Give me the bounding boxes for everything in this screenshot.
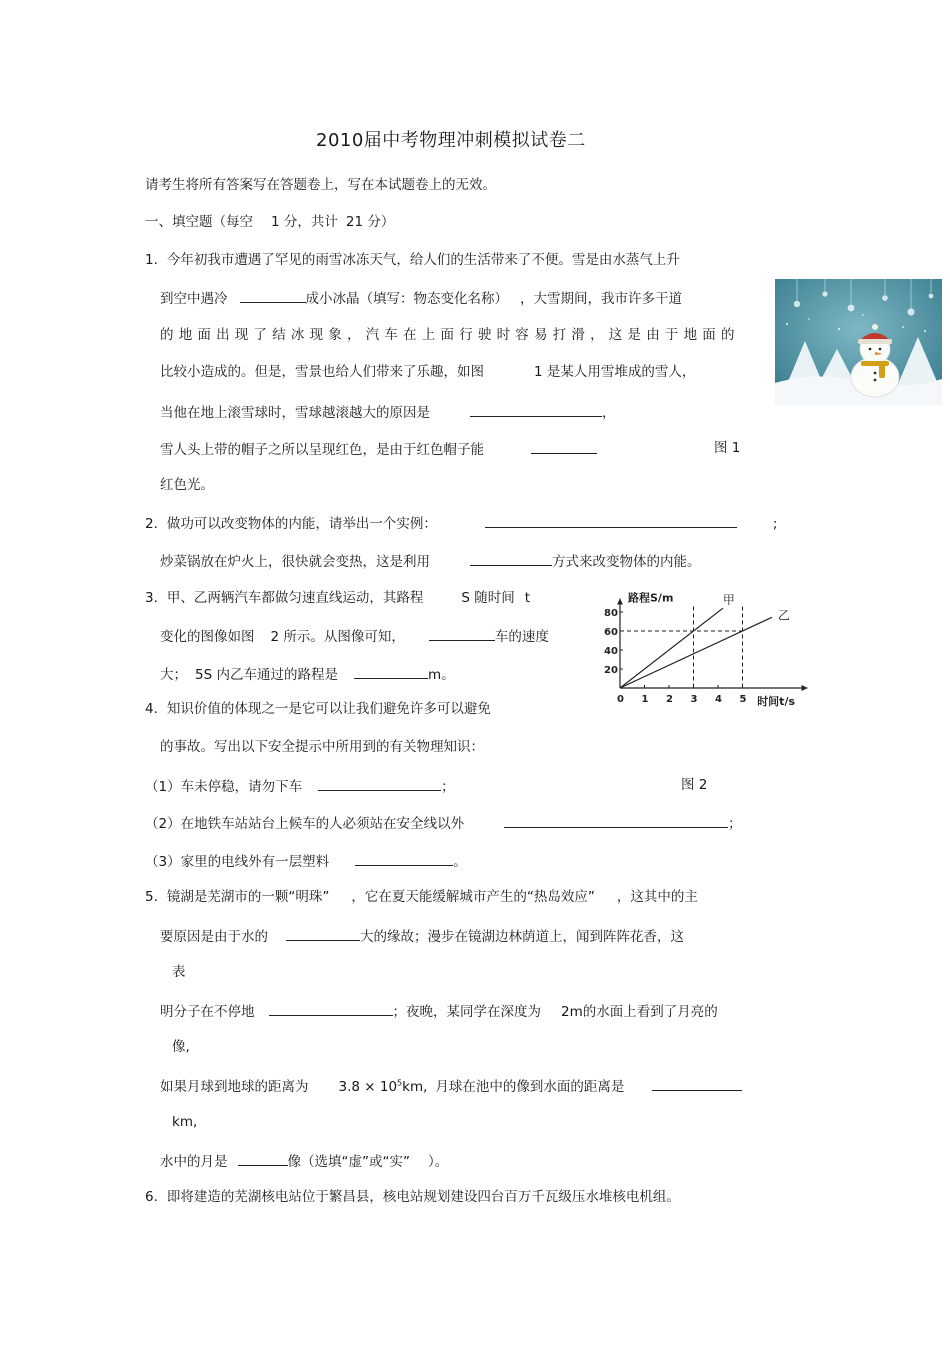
answer-blank[interactable] [238,1151,288,1166]
q3-line1 [145,589,530,607]
q5-text-6c: km, [402,1079,428,1095]
q3-line2 [160,626,549,646]
q1-line6 [160,439,597,459]
answer-blank[interactable] [355,851,453,866]
answer-blank[interactable] [318,776,441,791]
y-tick-label: 20 [604,665,618,676]
q1-text-2b: 成小冰晶（填写：物态变化名称） [305,291,508,307]
q5-text-2a: 要原因是由于水的 [160,929,268,945]
q5-number: 5. [145,889,158,905]
q5-line1 [145,888,698,906]
answer-blank[interactable] [504,813,728,828]
q4-item1-end: ； [441,779,455,795]
figure-1-caption: 图 1 [714,440,741,456]
q1-text-5a: 当他在地上滚雪球时，雪球越滚越大的原因是 [160,405,430,421]
q5-line7: km, [172,1114,198,1130]
q1-line5 [160,402,616,422]
q5-text-4a: 明分子在不停地 [160,1004,255,1020]
q5-line8 [160,1151,448,1171]
q6-line1 [145,1188,680,1206]
answer-blank[interactable] [531,439,597,454]
q4-item3-end: 。 [453,854,467,870]
y-tick-label: 40 [604,646,618,657]
q5-exponent: 5 [397,1078,403,1088]
q2-text-2b: 方式来改变物体的内能。 [552,554,701,570]
q1-text-5b: ， [602,405,616,421]
series-line [620,617,772,688]
x-axis-arrow [802,685,808,691]
section-points: 1 分，共计 [271,214,338,230]
q3-text-1b: S 随时间 [461,590,515,606]
q5-text-1a: 镜湖是芜湖市的一颗“明珠” [166,889,330,905]
answer-blank[interactable] [269,1001,393,1016]
snowman-picture [775,279,942,405]
q4-item1 [145,776,455,796]
q1-line3: 的地面出现了结冰现象，汽车在上面行驶时容易打滑，这是由于地面的 [160,327,740,343]
q5-line3: 表 [172,964,186,980]
q1-line2 [160,288,682,308]
answer-blank[interactable] [470,551,552,566]
q1-text-4a: 比较小造成的。但是，雪景也给人们带来了乐趣，如图 [160,364,484,380]
q3-text-2a: 变化的图像如图 [160,629,255,645]
q3-text-2b: 2 所示。从图像可知， [270,629,405,645]
answer-blank[interactable] [354,664,428,679]
q4-line1 [145,700,491,718]
q3-text-1c: t [524,590,531,606]
y-axis-label: 路程S/m [628,591,674,605]
q4-item2-end: ； [728,816,742,832]
answer-blank[interactable] [470,402,602,417]
q1-text-2c: ，大雪期间，我市许多干道 [520,291,682,307]
x-tick-label: 3 [690,694,698,705]
q1-number: 1. [145,252,158,268]
q5-text-1c: ，这其中的主 [616,889,698,905]
q1-text-1: 今年初我市遭遇了罕见的雨雪冰冻天气，给人们的生活带来了不便。雪是由水蒸气上升 [166,252,680,268]
x-tick-label: 5 [739,694,747,705]
answer-blank[interactable] [240,288,306,303]
q5-text-4c: 2m的水面上看到了月亮的 [561,1004,718,1020]
q5-line5: 像, [172,1039,190,1055]
q4-line2: 的事故。写出以下安全提示中所用到的有关物理知识： [160,739,484,755]
y-tick-label: 80 [604,608,618,619]
q5-text-4b: ；夜晚，某同学在深度为 [392,1004,541,1020]
q5-text-1b: ，它在夏天能缓解城市产生的“热岛效应” [351,889,595,905]
answer-blank[interactable] [652,1076,742,1091]
q5-text-8b: 像（选填“虚”或“实” [287,1154,410,1170]
q6-text-1: 即将建造的芜湖核电站位于繁昌县，核电站规划建设四台百万千瓦级压水堆核电机组。 [166,1189,680,1205]
y-axis-arrow [617,599,623,605]
x-tick-label: 4 [715,694,722,705]
y-tick-label: 60 [604,627,618,638]
x-axis-label: 时间t/s [757,695,796,708]
q5-line4 [160,1001,718,1021]
instruction: 请考生将所有答案写在答题卷上，写在本试题卷上的无效。 [145,177,496,193]
q4-item2 [145,813,742,833]
q5-text-6b: 3.8 × 10 [338,1079,398,1095]
q5-text-8a: 水中的月是 [160,1154,228,1170]
q4-number: 4. [145,701,158,717]
q3-text-3c: m。 [427,667,455,683]
section-label: 一、填空题（每空 [145,214,253,230]
q2-text-2a: 炒菜锅放在炉火上，很快就会变热，这是利用 [160,554,430,570]
q5-text-6a: 如果月球到地球的距离为 [160,1079,309,1095]
q4-item3-text: （3）家里的电线外有一层塑料 [145,854,330,870]
q4-item3 [145,851,467,871]
distance-time-chart [598,588,798,718]
q2-number: 2. [145,516,158,532]
snowman-image [775,279,942,405]
q3-number: 3. [145,590,158,606]
section-total: 21 分） [345,214,395,230]
figure-2-caption: 图 2 [681,777,708,793]
q1-line1 [145,251,680,269]
q5-text-2b: 大的缘故；漫步在镜湖边林荫道上，闻到阵阵花香，这 [360,929,684,945]
q3-text-2c: 车的速度 [494,629,549,645]
q3-text-3b: 5S 内乙车通过的路程是 [195,667,338,683]
x-tick-label: 2 [666,694,673,705]
x-tick-label: 0 [617,694,624,705]
q5-line2 [160,926,684,946]
q1-text-2a: 到空中遇冷 [160,291,228,307]
q3-text-1a: 甲、乙两辆汽车都做匀速直线运动，其路程 [166,590,424,606]
q4-text-1: 知识价值的体现之一是它可以让我们避免许多可以避免 [166,701,491,717]
q4-item1-text: （1）车未停稳，请勿下车 [145,779,303,795]
section-heading [145,213,394,231]
q4-item2-text: （2）在地铁车站站台上候车的人必须站在安全线以外 [145,816,465,832]
answer-blank[interactable] [429,626,495,641]
series-label: 乙 [777,608,790,623]
q1-text-4b: 1 是某人用雪堆成的雪人， [534,364,696,380]
q3-line3 [160,664,455,684]
q2-text-1b: ; [772,516,778,532]
q1-text-6: 雪人头上带的帽子之所以呈现红色，是由于红色帽子能 [160,442,484,458]
answer-blank[interactable] [286,926,360,941]
q5-line6 [160,1076,742,1096]
series-label: 甲 [722,593,735,608]
q6-number: 6. [145,1189,158,1205]
answer-blank[interactable] [485,513,737,528]
q2-line1 [145,513,777,533]
q1-line4 [160,363,695,381]
q5-text-8c: ）。 [427,1154,449,1170]
q1-line7: 红色光。 [160,477,214,493]
q5-text-6d: 月球在池中的像到水面的距离是 [435,1079,625,1095]
series-line [620,608,723,688]
q2-line2 [160,551,701,571]
q3-text-3a: 大； [160,667,187,683]
x-tick-label: 1 [641,694,649,705]
page-title: 2010届中考物理冲刺模拟试卷二 [316,130,586,151]
q2-text-1a: 做功可以改变物体的内能，请举出一个实例： [166,516,437,532]
